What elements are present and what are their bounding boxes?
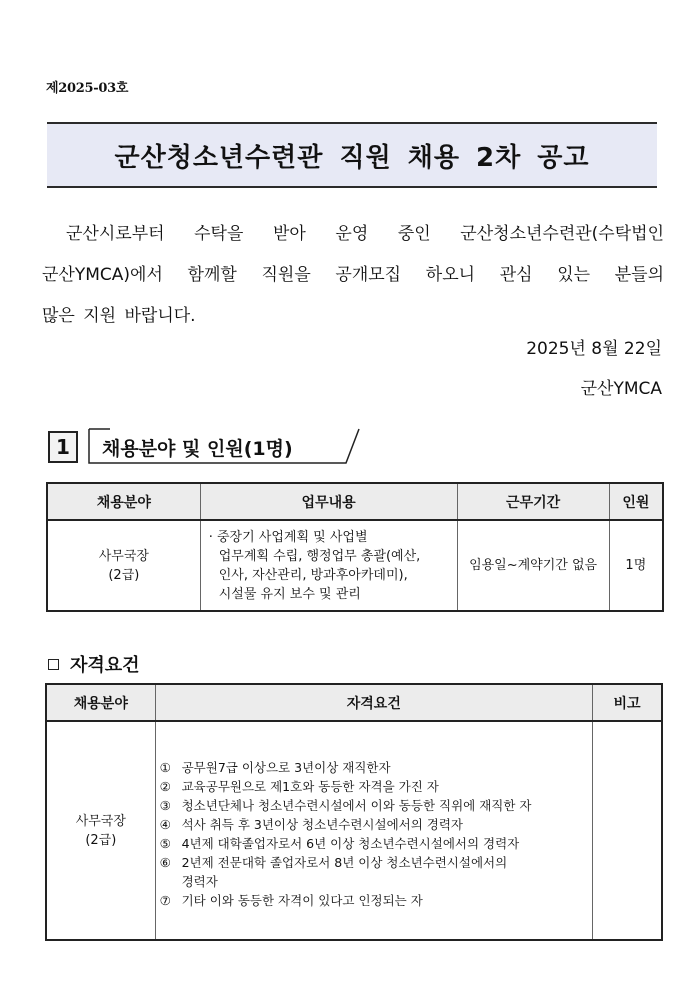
column-header: 비고 [593, 684, 662, 721]
requirement-item [160, 834, 592, 853]
qualification-table [45, 683, 663, 941]
field-grade: (2급) [108, 567, 140, 583]
requirement-text: 공무원7급 이상으로 3년이상 재직한자 [181, 760, 391, 775]
organization-name: 군산YMCA [580, 379, 662, 399]
qualification-heading [48, 651, 140, 677]
section-number-box: 1 [48, 431, 78, 463]
field-cell [47, 520, 200, 611]
field-name: 사무국장 [98, 548, 149, 564]
table-row [46, 721, 662, 940]
duty-line: 시설물 유지 보수 및 관리 [218, 586, 361, 602]
column-header: 채용분야 [46, 684, 155, 721]
requirement-number: ① [159, 760, 171, 775]
table-header-row [47, 483, 663, 520]
field-grade: (2급) [85, 832, 117, 848]
requirement-item [160, 758, 592, 777]
intro-line: 많은 지원 바랍니다. [42, 306, 196, 326]
table-row [47, 520, 663, 611]
requirement-text: 교육공무원으로 제1호와 동등한 자격을 가진 자 [181, 779, 439, 794]
requirement-number: ⑥ [159, 855, 171, 870]
requirement-number: ③ [159, 798, 171, 813]
requirements-cell [155, 721, 592, 940]
column-header: 채용분야 [47, 483, 200, 520]
requirement-text-continued: 경력자 [181, 874, 218, 889]
count-cell: 1명 [609, 520, 663, 611]
requirement-number: ④ [159, 817, 171, 832]
column-header: 근무기간 [457, 483, 609, 520]
period-cell: 임용일~계약기간 없음 [457, 520, 609, 611]
requirement-item [160, 777, 592, 796]
checkbox-square-icon [48, 659, 59, 670]
requirement-text: 석사 취득 후 3년이상 청소년수련시설에서의 경력자 [181, 817, 464, 832]
column-header: 업무내용 [200, 483, 457, 520]
requirement-text: 4년제 대학졸업자로서 6년 이상 청소년수련시설에서의 경력자 [181, 836, 520, 851]
requirement-item [160, 891, 592, 910]
requirement-number: ⑦ [159, 893, 171, 908]
requirement-item-continued [160, 872, 592, 891]
field-cell [46, 721, 155, 940]
section-title: 채용분야 및 인원(1명) [102, 438, 293, 460]
field-name: 사무국장 [75, 813, 126, 829]
note-cell [593, 721, 662, 940]
duty-line: 인사, 자산관리, 방과후아카데미), [218, 567, 408, 583]
duty-line: · 중장기 사업계획 및 사업별 [208, 529, 368, 545]
requirement-item [160, 853, 592, 872]
intro-line: 군산YMCA)에서 함께할 직원을 공개모집 하오니 관심 있는 분들의 [42, 265, 664, 285]
qualification-heading-label: 자격요건 [70, 655, 140, 676]
requirement-text: 청소년단체나 청소년수련시설에서 이와 동등한 직위에 재직한 자 [181, 798, 532, 813]
requirement-number: ⑤ [159, 836, 171, 851]
document-number: 제2025-03호 [46, 81, 129, 96]
recruitment-table [46, 482, 664, 612]
intro-paragraph [42, 214, 664, 337]
requirement-item [160, 815, 592, 834]
duty-cell [200, 520, 457, 611]
requirement-number: ② [159, 779, 171, 794]
requirement-item [160, 796, 592, 815]
duty-line: 업무계획 수립, 행정업무 총괄(예산, [218, 548, 421, 564]
announcement-date: 2025년 8월 22일 [526, 339, 662, 359]
column-header: 자격요건 [155, 684, 592, 721]
requirement-text: 기타 이와 동등한 자격이 있다고 인정되는 자 [181, 893, 423, 908]
column-header: 인원 [609, 483, 663, 520]
requirement-text: 2년제 전문대학 졸업자로서 8년 이상 청소년수련시설에서의 [181, 855, 508, 870]
section-heading [88, 428, 360, 464]
title-banner [47, 122, 657, 188]
page-title: 군산청소년수련관 직원 채용 2차 공고 [114, 142, 590, 173]
intro-line: 군산시로부터 수탁을 받아 운영 중인 군산청소년수련관(수탁법인 [66, 224, 664, 244]
table-header-row [46, 684, 662, 721]
